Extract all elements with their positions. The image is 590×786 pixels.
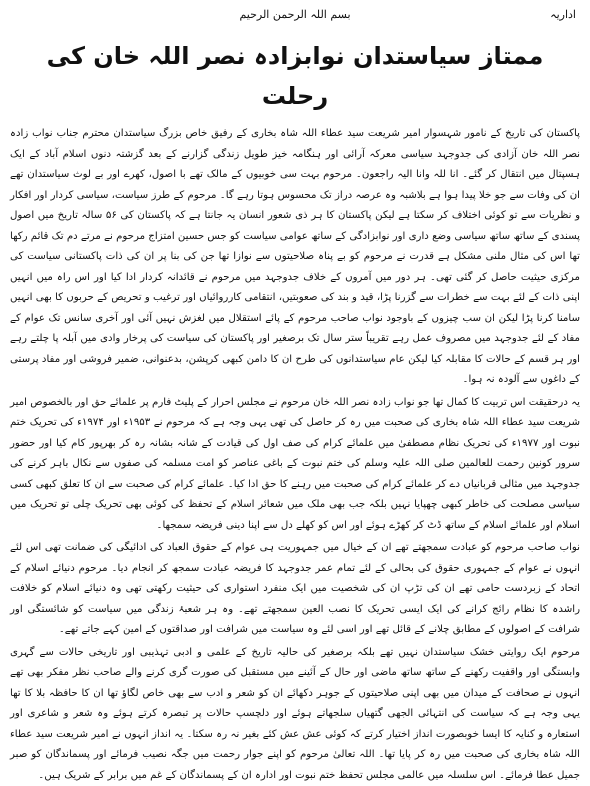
paragraph: پاکستان کی تاریخ کے نامور شہسوار امیر شریعت سید عطاء اللہ شاہ بخاری کے رفیق خاص بزرگ سیاستدان محترم جناب نواب زادہ نصر اللہ خان آزادی کی جدوجہد سیاسی معرکہ آرائی اور ہنگامہ خیز طویل زندگی گزارنے کے بعد گزشتہ دنوں اسلام آباد کے ایک ہسپتال میں انتقال کر گئے۔ انا للہ وانا الیہ راجعون۔ مرحوم بہت سی خوبیوں کے مالک تھے با اصول، کھرے اور بے لوث سیاستدان تھے ان کی وفات سے جو خلا پیدا ہوا ہے بلاشبہ وہ عرصہ دراز تک محسوس ہوتا رہے گا۔ مرحوم کے طرز سیاست، سیاسی کردار اور افکار و نظریات سے تو کوئی اختلاف کر سکتا ہے لیکن پاکستان کا ہر ذی شعور انسان یہ جانتا ہے کہ پاکستان کی ۵۶ سالہ تاریخ میں اصول پسندی کے ساتھ ساتھ سیاسی وضع داری اور نوابزادگی کے ساتھ عوامی سیاست کو جس حسین امتزاج مرحوم نے مرتے دم تک قائم رکھا تھا اس کی مثال ملنی مشکل ہے قدرت نے مرحوم کو بے پناہ صلاحیتوں سے نوازا تھا جن کی بنا پر ان کی ذات پاکستانی سیاست کی مرکزی حیثیت حاصل کر گئی تھی۔ ہر دور میں آمروں کے خلاف جدوجہد میں مرحوم نے قائدانہ کردار ادا کیا اور اس راہ میں انہیں اپنی ذات کے لئے بہت سے خطرات سے گزرنا پڑا، قید و بند کی صعوبتیں، انتقامی کارروائیاں اور ترغیب و تحریص کے حربوں کا بھی انہیں سامنا کرنا پڑا لیکن ان سب چیزوں کے باوجود نواب صاحب مرحوم کے پائے استقلال میں لغزش نہیں آئی اور آخری سانس تک عوام کے مفاد کے لئے جدوجہد میں مصروف عمل رہے تقریباً ستر سال تک برصغیر اور پاکستان کی سیاست کی پرخار وادی میں آبلہ پا چلتے رہے اور ہر قسم کے حالات کا مقابلہ کیا لیکن عام سیاستدانوں کی طرح ان کا دامن کبھی کرپشن، بدعنوانی، ضمیر فروشی اور مفاد پرستی کے داغوں سے آلودہ نہ ہوا۔ <box>10 124 580 391</box>
article-body <box>10 124 580 786</box>
page-header <box>10 6 580 28</box>
article-title: ممتاز سیاستدان نوابزادہ نصر اللہ خان کی رحلت <box>10 36 580 116</box>
paragraph: نواب صاحب مرحوم کو عبادت سمجھتے تھے ان کے خیال میں جمہوریت ہی عوام کے حقوق العباد کی ادائیگی کی ضمانت تھی اس لئے انہوں نے عوام کے جمہوری حقوق کی بحالی کے لئے تمام عمر جدوجہد کا فریضہ عبادت سمجھ کر انجام دیا۔ مرحوم دنیائے اسلام کے اتحاد کے زبردست حامی تھے ان کی تڑپ ان کی شخصیت میں ایک منفرد استواری کی حیثیت رکھتی تھی وہ دنیائے اسلام کو خلافت راشدہ کا نظام رائج کرانے کی ایک ایسی تحریک کا نصب العین سمجھتے تھے۔ وہ ہر شعبۂ زندگی میں سیاست کو شائستگی اور شرافت کے اصولوں کے مطابق چلانے کے قائل تھے اور اسی لئے وہ سیاست میں شرافت اور صداقتوں کے امین کہے جاتے تھے۔ <box>10 538 580 641</box>
bismillah: بسم اللہ الرحمن الرحیم <box>10 8 580 21</box>
paragraph: مرحوم ایک روایتی خشک سیاستدان نہیں تھے بلکہ برصغیر کی حالیہ تاریخ کے علمی و ادبی تہذیبی اور تاریخی حالات سے گہری وابستگی اور واقفیت رکھنے کے ساتھ ساتھ ماضی اور حال کے آئینے میں مستقبل کی صورت گری کرنے والے صاحب نظر مفکر بھی تھے انہوں نے صحافت کے میدان میں بھی اپنی صلاحیتوں کے جوہر دکھائے ان کو شعر و ادب سے بھی خاص لگاؤ تھا ان کا حافظہ بلا کا تھا یہی وجہ ہے کہ سیاست کی انتہائی الجھی گتھیاں سلجھاتے ہوئے اور دلچسپ حالات پر تبصرہ کرتے ہوئے وہ شعر و شاعری اور استعارہ و کنایہ کا ایسا خوبصورت انداز اختیار کرتے کہ کوئی عش عش کئے بغیر نہ رہ سکتا۔ یہ انداز انہوں نے امیر شریعت سید عطاء اللہ شاہ بخاری کی صحبت میں رہ کر پایا تھا۔ اللہ تعالیٰ مرحوم کو اپنے جوار رحمت میں جگہ نصیب فرمائے اور پسماندگان کو صبر جمیل عطا فرمائے۔ اس سلسلہ میں عالمی مجلس تحفظ ختم نبوت اور ادارہ ان کے پسماندگان کے غم میں برابر کے شریک ہیں۔ <box>10 643 580 786</box>
section-label: اداریہ <box>550 8 576 21</box>
paragraph: یہ درحقیقت اس تربیت کا کمال تھا جو نواب زادہ نصر اللہ خان مرحوم نے مجلس احرار کے پلیٹ فارم پر علمائے حق اور بالخصوص امیر شریعت سید عطاء اللہ شاہ بخاری کی صحبت میں رہ کر حاصل کی تھی یہی وجہ ہے کہ مرحوم نے ۱۹۵۳ء اور ۱۹۷۴ء کی تحریک ختم نبوت اور ۱۹۷۷ء کی تحریک نظام مصطفیٰ میں علمائے کرام کی صف اول کی قیادت کے شانہ بشانہ رہ کر بھرپور کام کیا اور حضور سرور کونین رحمت للعالمین صلی اللہ علیہ وسلم کی ختم نبوت کے باغی عناصر کو امت مسلمہ کی صفوں سے نکال باہر کرنے کی جدوجہد میں مثالی قربانیاں دے کر علمائے کرام کی صحبت میں رہنے کا حق ادا کیا۔ علمائے کرام کی صحبت سے ان کا تعلق کبھی کسی سیاسی مصلحت کی خاطر کبھی چھپایا نہیں بلکہ جب بھی ملک میں شعائر اسلام کے تحفظ کی کوئی بھی تحریک چلی تو تحریک میں اسلام اور علمائے اسلام کے ساتھ ڈٹ کر کھڑے ہوئے اور اس کو کھلے دل سے اپنا دینی فریضہ سمجھا۔ <box>10 393 580 537</box>
